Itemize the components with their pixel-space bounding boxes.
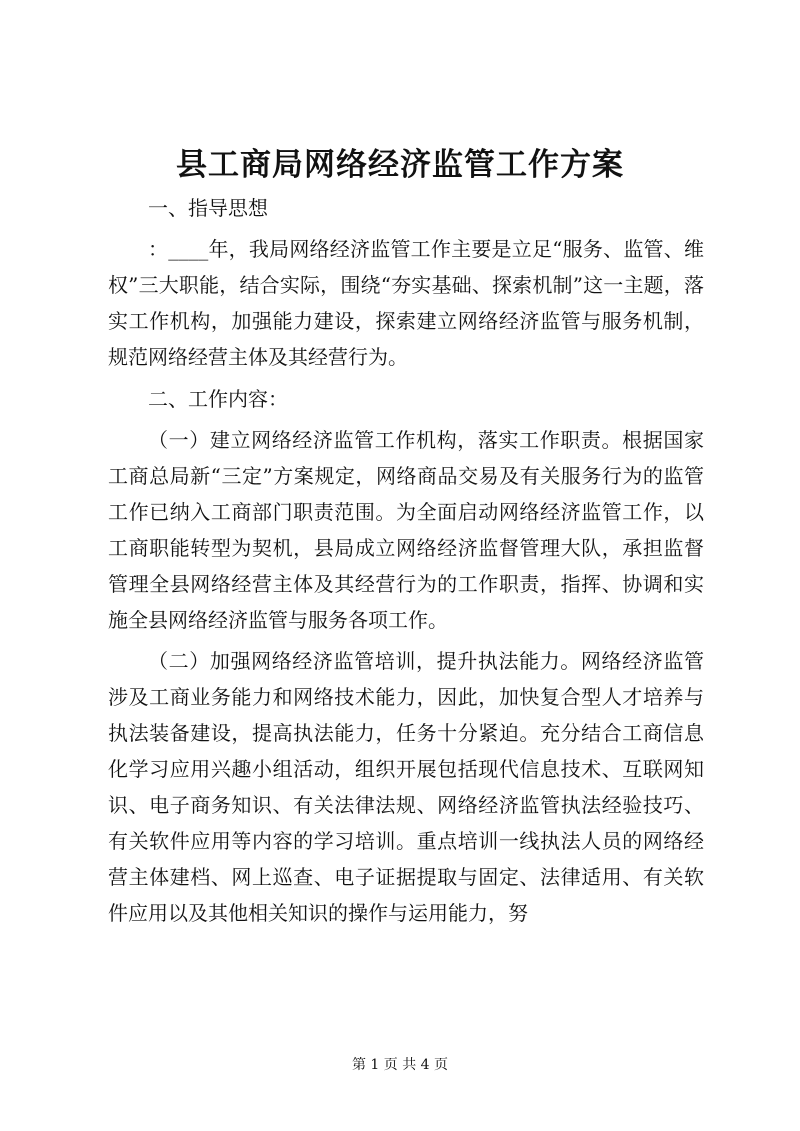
page-footer: 第 1 页 共 4 页 xyxy=(351,1057,449,1073)
section1-heading: 一、指导思想 xyxy=(148,196,268,220)
document-body xyxy=(108,190,704,931)
section1-paragraph: ：____年，我局网络经济监管工作主要是立足“服务、监管、维权”三大职能，结合实际，围绕“夯实基础、探索机制”这一主题，落实工作机构，加强能力建设，探索建立网络经济监管与服务机制，规范网络经营主体及其经营行为。 xyxy=(108,237,704,369)
section2-item1-paragraph: （一）建立网络经济监管工作机构，落实工作职责。根据国家工商总局新“三定”方案规定，网络商品交易及有关服务行为的监管工作已纳入工商部门职责范围。为全面启动网络经济监管工作，以工商职能转型为契机，县局成立网络经济监督管理大队，承担监督管理全县网络经营主体及其经营行为的工作职责，指挥、协调和实施全县网络经济监管与服务各项工作。 xyxy=(108,428,704,632)
document-title: 县工商局网络经济监管工作方案 xyxy=(176,147,624,183)
section2-heading: 二、工作内容： xyxy=(148,387,288,411)
section2-item2-paragraph: （二）加强网络经济监管培训，提升执法能力。网络经济监管涉及工商业务能力和网络技术能力，因此，加快复合型人才培养与执法装备建设，提高执法能力，任务十分紧迫。充分结合工商信息化学习应用兴趣小组活动，组织开展包括现代信息技术、互联网知识、电子商务知识、有关法律法规、网络经济监管执法经验技巧、有关软件应用等内容的学习培训。重点培训一线执法人员的网络经营主体建档、网上巡查、电子证据提取与固定、法律适用、有关软件应用以及其他相关知识的操作与运用能力，努 xyxy=(108,649,704,925)
